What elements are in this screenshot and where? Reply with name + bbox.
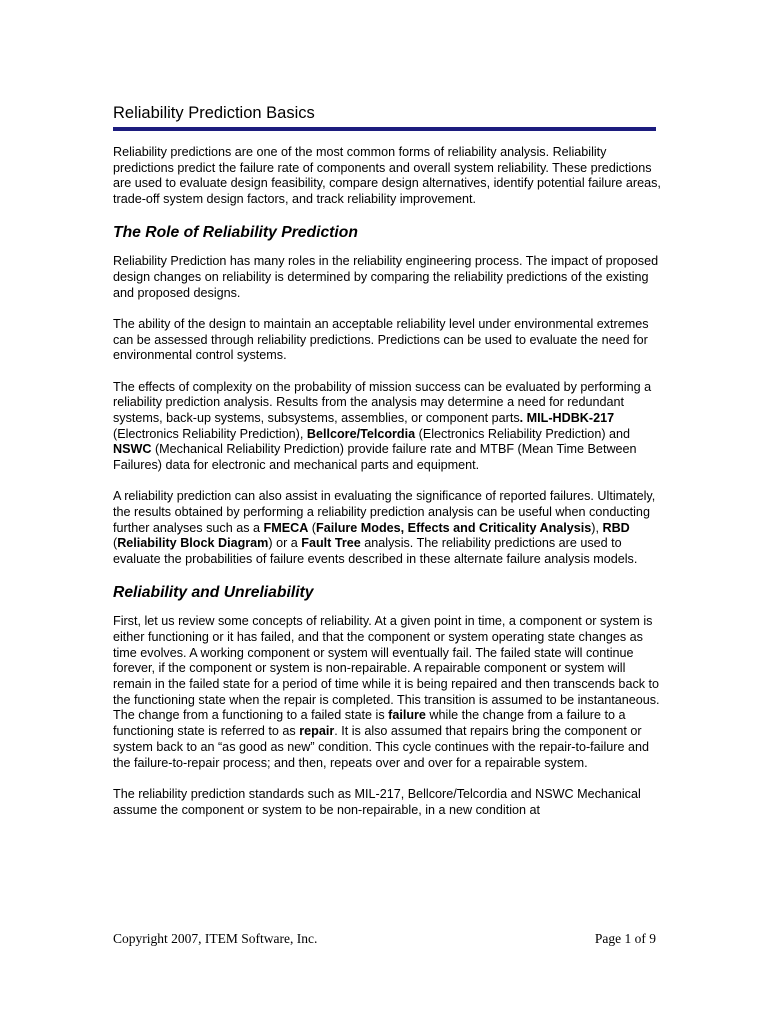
intro-paragraph: Reliability predictions are one of the most common forms of reliability analysis. Reliability predictions predict the failure rate of components and overall system reliability. These predictions are used to evaluate design feasibility, compare design alternatives, identify potential failure areas, trade-off system design factors, and track reliability improvement. — [113, 145, 661, 207]
text-run: First, let us review some concepts of reliability. At a given point in time, a component or system is either functioning or it has failed, and that the component or system operating state changes as time evolves. A working component or system will eventually fail. The failed state will continue forever, if the component or system is non-repairable. A repairable component or system will remain in the failed state for a period of time while it is being repaired and then transcends back to the functioning state when the repair is completed. This transition is assumed to be instantaneous. The change from a functioning to a failed state is — [113, 614, 660, 723]
text-run: . It is also assumed that repairs bring the component or system back to an “as good as new” condition. This cycle continues with the repair-to-failure and the failure-to-repair process; and then, repeats over and over for a repairable system. — [113, 724, 649, 770]
role-paragraph-2: The ability of the design to maintain an acceptable reliability level under environmental extremes can be assessed through reliability predictions. Predictions can be used to evaluate the need for environmental control systems. — [113, 316, 649, 363]
text-run: A reliability prediction can also assist in evaluating the significance of reported failures. Ultimately, the results obtained by performing a reliability prediction analysis can be useful when conducting further analyses such as a — [113, 489, 656, 535]
bold-run-fault-tree: Fault Tree — [301, 536, 361, 551]
bold-run-fmeca: FMECA — [263, 520, 309, 535]
text-run: (Electronics Reliability Prediction), — [113, 426, 307, 441]
role-paragraph-3 — [113, 380, 661, 474]
bold-run-mil-hdbk-217: . MIL-HDBK-217 — [519, 410, 615, 425]
section-heading-reliability: Reliability and Unreliability — [113, 584, 314, 602]
bold-run-bellcore-telcordia: Bellcore/Telcordia — [306, 426, 416, 441]
text-run: (Mechanical Reliability Prediction) provide failure rate and MTBF (Mean Time Between Failures) data for electronic and mechanical parts and equipment. — [113, 442, 637, 473]
section-heading-role: The Role of Reliability Prediction — [113, 224, 358, 242]
text-run: ) or a — [268, 536, 302, 551]
text-run: while the change from a failure to a functioning state is referred to as — [113, 708, 626, 739]
reliability-paragraph-1 — [113, 614, 661, 771]
text-run: ( — [308, 520, 316, 535]
bold-run-rbd: RBD — [602, 520, 630, 535]
bold-run-failure: failure — [388, 708, 426, 723]
footer-copyright: Copyright 2007, ITEM Software, Inc. — [113, 931, 318, 946]
text-run: (Electronics Reliability Prediction) and — [415, 426, 631, 441]
document-body — [113, 145, 661, 834]
page-title: Reliability Prediction Basics — [113, 104, 315, 122]
text-run: ( — [113, 536, 118, 551]
reliability-paragraph-2: The reliability prediction standards such as MIL-217, Bellcore/Telcordia and NSWC Mechanical assume the component or system to be non-repairable, in a new condition at — [113, 786, 641, 817]
role-paragraph-1: Reliability Prediction has many roles in the reliability engineering process. The impact of proposed design changes on reliability is determined by comparing the reliability predictions of the existing and proposed designs. — [113, 254, 659, 300]
bold-run-rbd-full: Reliability Block Diagram — [117, 536, 269, 551]
bold-run-repair: repair — [299, 724, 335, 739]
title-rule — [113, 127, 656, 131]
text-run: The effects of complexity on the probability of mission success can be evaluated by performing a reliability prediction analysis. Results from the analysis may determine a need for redundant systems, back-up systems, subsystems, assemblies, or component parts — [113, 379, 652, 425]
bold-run-nswc: NSWC — [113, 442, 152, 457]
footer-page-number: Page 1 of 9 — [594, 931, 656, 946]
role-paragraph-4 — [113, 489, 661, 568]
bold-run-fmeca-full: Failure Modes, Effects and Criticality Analysis — [316, 520, 592, 535]
text-run: ), — [591, 520, 603, 535]
text-run: analysis. The reliability predictions are used to evaluate the probabilities of failure events described in these alternate failure analysis models. — [113, 536, 638, 567]
